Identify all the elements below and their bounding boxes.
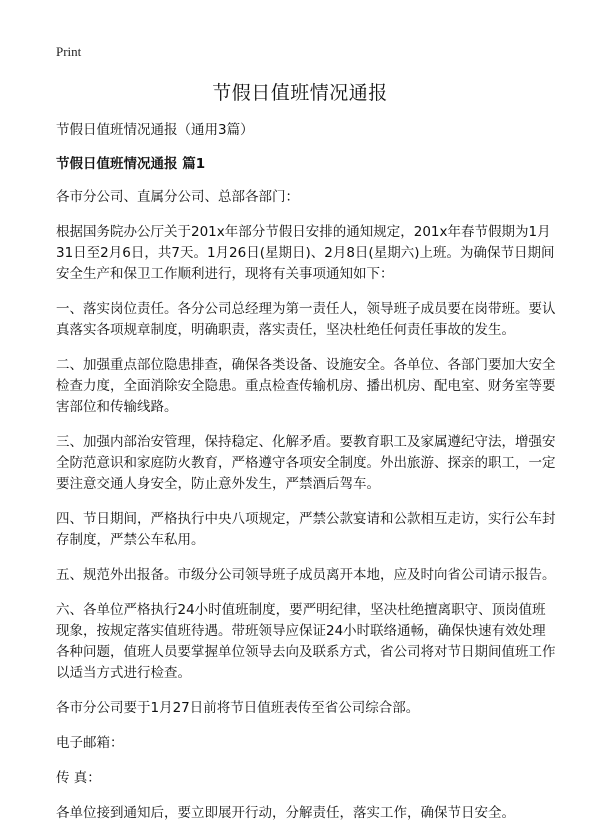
email-line: 电子邮箱：	[56, 735, 124, 751]
document-title: 节假日值班情况通报	[212, 82, 388, 104]
closing-paragraph: 各单位接到通知后，要立即展开行动，分解责任，落实工作，确保节日安全。	[56, 805, 515, 821]
item-paragraph-3: 三、加强内部治安管理，保持稳定、化解矛盾。要教育职工及家属遵纪守法，增强安全防范意识和家庭防火教育，严格遵守各项安全制度。外出旅游、探亲的职工，一定要注意交通人身安全，防止意外发生，严禁酒后驾车。	[56, 434, 556, 492]
item-paragraph-4: 四、节日期间，严格执行中央八项规定，严禁公款宴请和公款相互走访，实行公车封存制度，严禁公车私用。	[56, 511, 556, 548]
fax-line: 传 真：	[56, 770, 101, 786]
document-subtitle: 节假日值班情况通报（通用3篇）	[56, 122, 254, 138]
document-body	[56, 120, 556, 838]
item-paragraph-6: 六、各单位严格执行24小时值班制度，要严明纪律，坚决杜绝擅离职守、顶岗值班现象，按规定落实值班待遇。带班领导应保证24小时联络通畅，确保快速有效处理各种问题，值班人员要掌握单位领导去向及联系方式，省公司将对节日期间值班工作以适当方式进行检查。	[56, 602, 556, 681]
intro-paragraph: 根据国务院办公厅关于201x年部分节假日安排的通知规定，201x年春节假期为1月31日至2月6日，共7天。1月26日(星期日)、2月8日(星期六)上班。为确保节日期间安全生产和保卫工作顺利进行，现将有关事项通知如下：	[56, 224, 555, 282]
item-paragraph-5: 五、规范外出报备。市级分公司领导班子成员离开本地，应及时向省公司请示报告。	[56, 567, 556, 583]
section-heading: 节假日值班情况通报 篇1	[56, 156, 206, 172]
deadline-paragraph: 各市分公司要于1月27日前将节日值班表传至省公司综合部。	[56, 700, 420, 716]
print-link[interactable]: Print	[56, 44, 82, 59]
item-paragraph-1: 一、落实岗位责任。各分公司总经理为第一责任人，领导班子成员要在岗带班。要认真落实各项规章制度，明确职责，落实责任，坚决杜绝任何责任事故的发生。	[56, 301, 556, 338]
item-paragraph-2: 二、加强重点部位隐患排查，确保各类设备、设施安全。各单位、各部门要加大安全检查力度，全面消除安全隐患。重点检查传输机房、播出机房、配电室、财务室等要害部位和传输线路。	[56, 357, 556, 415]
salutation-paragraph: 各市分公司、直属分公司、总部各部门：	[56, 189, 299, 205]
